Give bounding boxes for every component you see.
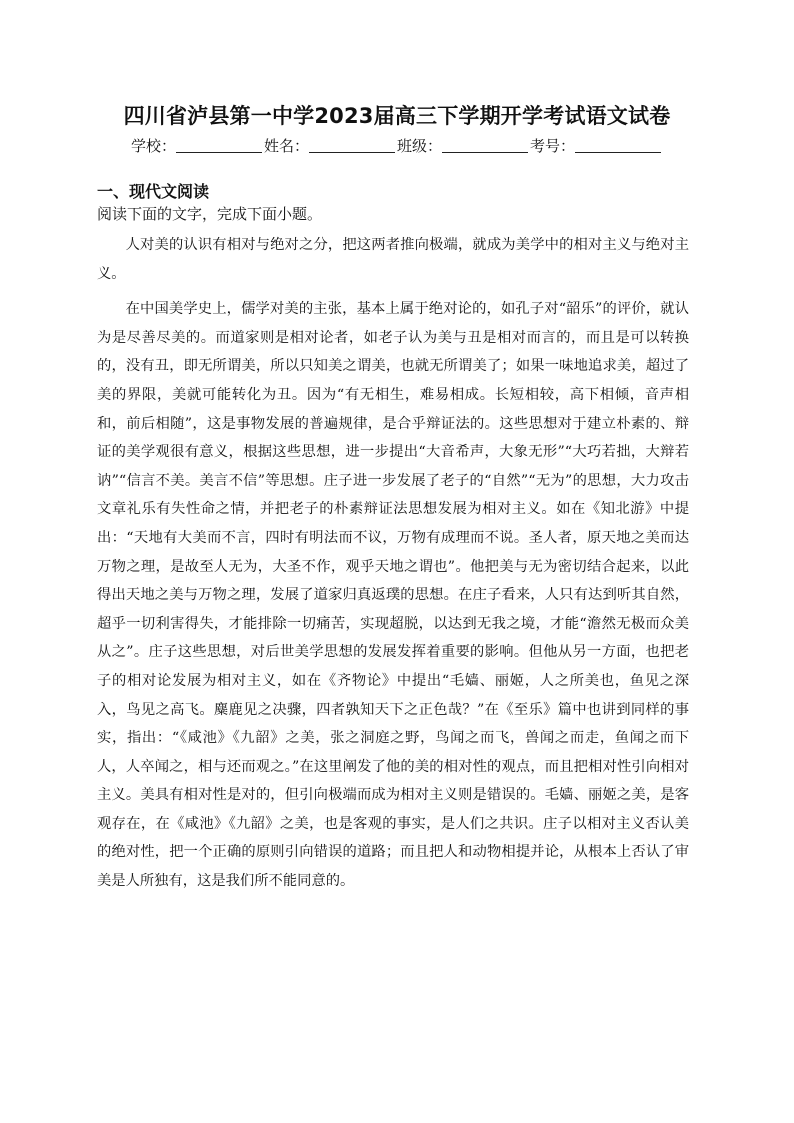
exam-title: 四川省泸县第一中学2023届高三下学期开学考试语文试卷: [123, 104, 671, 128]
reading-instruction: 阅读下面的文字，完成下面小题。: [97, 205, 323, 223]
name-blank[interactable]: [309, 136, 395, 153]
passage-paragraph-2: 在中国美学史上，儒学对美的主张，基本上属于绝对论的，如孔子对“韶乐”的评价，就认为是尽善尽美的。而道家则是相对论者，如老子认为美与丑是相对而言的，而且是可以转换的，没有丑，即无所谓美，所以只知美之谓美，也就无所谓美了；如果一味地追求美，超过了美的界限，美就可能转化为丑。因为“有无相生，难易相成。长短相较，高下相倾，音声相和，前后相随”，这是事物发展的普遍规律，是合乎辩证法的。这些思想对于建立朴素的、辩证的美学观很有意义，根据这些思想，进一步提出“大音希声，大象无形”“大巧若拙，大辩若讷”“信言不美。美言不信”等思想。庄子进一步发展了老子的“自然”“无为”的思想，大力攻击文章礼乐有失性命之情，并把老子的朴素辩证法思想发展为相对主义。如在《知北游》中提出：“天地有大美而不言，四时有明法而不议，万物有成理而不说。圣人者，原天地之美而达万物之理，是故至人无为，大圣不作，观乎天地之谓也”。他把美与无为密切结合起来，以此得出天地之美与万物之理，发展了道家归真返璞的思想。在庄子看来，人只有达到听其自然，超乎一切利害得失，才能排除一切痛苦，实现超脱，以达到无我之境，才能“澹然无极而众美从之”。庄子这些思想，对后世美学思想的发展发挥着重要的影响。但他从另一方面，也把老子的相对论发展为相对主义，如在《齐物论》中提出“毛嫱、丽姬，人之所美也，鱼见之深入，鸟见之高飞。麋鹿见之决骤，四者孰知天下之正色哉？”在《至乐》篇中也讲到同样的事实，指出：“《咸池》《九韶》之美，张之洞庭之野，鸟闻之而飞，兽闻之而走，鱼闻之而下人，人卒闻之，相与还而观之。”在这里阐发了他的美的相对性的观点，而且把相对性引向相对主义。美具有相对性是对的，但引向极端而成为相对主义则是错误的。毛嫱、丽姬之美，是客观存在，在《咸池》《九韶》之美，也是客观的事实，是人们之共识。庄子以相对主义否认美的绝对性，把一个正确的原则引向错误的道路；而且把人和动物相提并论，从根本上否认了审美是人所独有，这是我们所不能同意的。: [97, 301, 689, 890]
reading-passage: [97, 231, 689, 903]
info-field-name: [264, 134, 397, 158]
passage-paragraph-1: 人对美的认识有相对与绝对之分，把这两者推向极端，就成为美学中的相对主义与绝对主义。: [97, 237, 689, 282]
info-label: 考号：: [530, 137, 576, 155]
info-field-school: [131, 134, 264, 158]
section-heading: 一、现代文阅读: [97, 182, 210, 201]
info-label: 班级：: [397, 137, 443, 155]
info-field-class: [397, 134, 530, 158]
info-field-number: [530, 134, 663, 158]
school-blank[interactable]: [176, 136, 262, 153]
info-label: 姓名：: [263, 137, 309, 155]
class-blank[interactable]: [442, 136, 528, 153]
student-info-line: [0, 134, 794, 158]
exam-number-blank[interactable]: [575, 136, 661, 153]
info-label: 学校：: [130, 137, 176, 155]
